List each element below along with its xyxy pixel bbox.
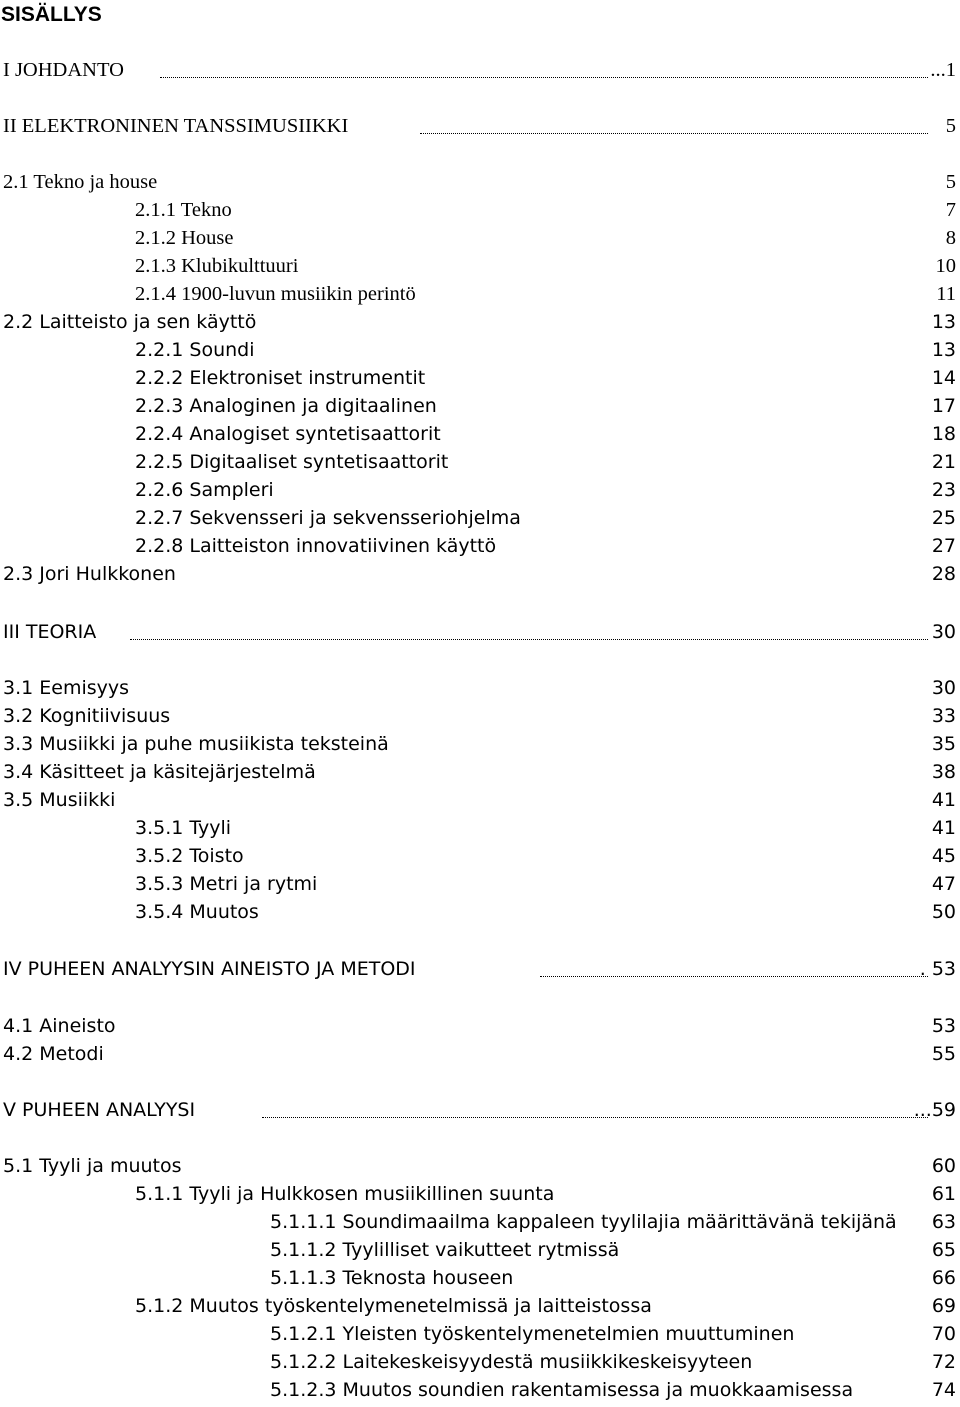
toc-entry-page-number: 11 xyxy=(936,283,956,305)
toc-entry[interactable] xyxy=(135,476,956,504)
toc-entry-label: 5.1.2.2 Laitekeskeisyydestä musiikkikeskeisyyteen xyxy=(270,1351,753,1373)
toc-entry-label: 5.1 Tyyli ja muutos xyxy=(3,1155,182,1177)
toc-entry-label: 2.2.8 Laitteiston innovatiivinen käyttö xyxy=(135,535,497,557)
toc-entry[interactable] xyxy=(135,1292,956,1320)
toc-entry-page-number: 41 xyxy=(931,789,956,811)
toc-entry-page-number: 47 xyxy=(931,873,956,895)
toc-entry-page-number: 30 xyxy=(931,677,956,699)
toc-entry[interactable] xyxy=(135,1180,956,1208)
toc-entry-page-number: 7 xyxy=(945,199,956,221)
toc-entry-label: IV PUHEEN ANALYYSIN AINEISTO JA METODI xyxy=(3,958,416,980)
toc-entry-page-number: 13 xyxy=(931,311,956,333)
toc-entry-label: 5.1.2.3 Muutos soundien rakentamisessa ja muokkaamisessa xyxy=(270,1379,854,1401)
toc-entry-label: 5.1.1.2 Tyylilliset vaikutteet rytmissä xyxy=(270,1239,620,1261)
toc-entry[interactable] xyxy=(135,420,956,448)
toc-entry-page-number: 13 xyxy=(931,339,956,361)
toc-entry-page-number: 70 xyxy=(931,1323,956,1345)
toc-entry-page-number: 74 xyxy=(931,1379,956,1401)
toc-entry-page-number: 14 xyxy=(931,367,956,389)
toc-entry-label: 3.5 Musiikki xyxy=(3,789,116,811)
toc-entry-page-number: 18 xyxy=(931,423,956,445)
toc-entry-page-number: 60 xyxy=(931,1155,956,1177)
toc-entry-page-number: 25 xyxy=(931,507,956,529)
toc-entry-page-number: 72 xyxy=(931,1351,956,1373)
toc-leader-dots xyxy=(420,112,928,134)
toc-entry-page-number: 10 xyxy=(935,255,956,277)
toc-entry-label: V PUHEEN ANALYYSI xyxy=(3,1099,196,1121)
toc-entry[interactable] xyxy=(135,898,956,926)
toc-entry[interactable] xyxy=(3,674,956,702)
toc-entry[interactable] xyxy=(3,618,956,646)
toc-entry[interactable] xyxy=(135,504,956,532)
toc-entry-label: 2.2.4 Analogiset syntetisaattorit xyxy=(135,423,441,445)
toc-entry[interactable] xyxy=(3,758,956,786)
toc-entry-label: 5.1.2.1 Yleisten työskentelymenetelmien muuttuminen xyxy=(270,1323,795,1345)
toc-entry-page-number: 17 xyxy=(931,395,956,417)
toc-entry[interactable] xyxy=(270,1208,956,1236)
toc-entry[interactable] xyxy=(135,532,956,560)
toc-title: SISÄLLYS xyxy=(1,3,102,26)
toc-entry[interactable] xyxy=(270,1320,956,1348)
toc-entry-page-number: 35 xyxy=(931,733,956,755)
toc-entry-page-number: 61 xyxy=(931,1183,956,1205)
toc-entry-label: 2.1.4 1900-luvun musiikin perintö xyxy=(135,283,416,305)
toc-entry[interactable] xyxy=(3,955,956,983)
toc-entry[interactable] xyxy=(270,1264,956,1292)
toc-entry[interactable] xyxy=(3,702,956,730)
toc-entry[interactable] xyxy=(3,730,956,758)
toc-entry-label: 2.1.3 Klubikulttuuri xyxy=(135,255,299,277)
toc-entry-label: 3.5.1 Tyyli xyxy=(135,817,232,839)
toc-entry[interactable] xyxy=(3,786,956,814)
toc-entry-label: 3.5.2 Toisto xyxy=(135,845,244,867)
toc-entry-page-number: ...59 xyxy=(913,1099,956,1121)
toc-entry-label: 2.2.1 Soundi xyxy=(135,339,255,361)
toc-entry[interactable] xyxy=(3,560,956,588)
toc-entry-label: 2.2.2 Elektroniset instrumentit xyxy=(135,367,426,389)
toc-entry-page-number: 65 xyxy=(931,1239,956,1261)
toc-entry[interactable] xyxy=(3,1040,956,1068)
toc-entry-page-number: 55 xyxy=(931,1043,956,1065)
toc-entry-label: I JOHDANTO xyxy=(3,59,124,81)
toc-entry[interactable] xyxy=(135,448,956,476)
toc-entry-label: II ELEKTRONINEN TANSSIMUSIIKKI xyxy=(3,115,349,137)
toc-entry[interactable] xyxy=(135,224,956,252)
toc-entry-page-number: 5 xyxy=(945,171,956,193)
toc-leader-dots xyxy=(130,618,928,640)
toc-entry[interactable] xyxy=(135,870,956,898)
toc-entry-label: 3.5.4 Muutos xyxy=(135,901,259,923)
toc-entry-label: 2.1.1 Tekno xyxy=(135,199,232,221)
toc-entry-label: 2.1 Tekno ja house xyxy=(3,171,158,193)
toc-entry-page-number: 30 xyxy=(931,621,956,643)
toc-entry-label: 5.1.2 Muutos työskentelymenetelmissä ja laitteistossa xyxy=(135,1295,652,1317)
toc-entry[interactable] xyxy=(135,336,956,364)
toc-entry-page-number: . 53 xyxy=(919,958,956,980)
toc-entry-label: 2.2.6 Sampleri xyxy=(135,479,274,501)
toc-entry-label: 2.2.7 Sekvensseri ja sekvensseriohjelma xyxy=(135,507,521,529)
toc-entry-label: 2.2.5 Digitaaliset syntetisaattorit xyxy=(135,451,449,473)
toc-entry-page-number: 27 xyxy=(931,535,956,557)
toc-leader-dots xyxy=(262,1096,928,1118)
toc-entry-label: 2.1.2 House xyxy=(135,227,234,249)
toc-entry-page-number: 21 xyxy=(931,451,956,473)
toc-entry[interactable] xyxy=(135,392,956,420)
toc-entry-page-number: 50 xyxy=(931,901,956,923)
toc-entry-label: 3.2 Kognitiivisuus xyxy=(3,705,171,727)
toc-entry-page-number: 23 xyxy=(931,479,956,501)
toc-entry-page-number: 66 xyxy=(931,1267,956,1289)
toc-entry[interactable] xyxy=(135,196,956,224)
toc-entry-page-number: 41 xyxy=(931,817,956,839)
toc-entry-page-number: 38 xyxy=(931,761,956,783)
toc-entry[interactable] xyxy=(135,364,956,392)
toc-entry-label: 5.1.1.3 Teknosta houseen xyxy=(270,1267,514,1289)
toc-entry-label: 4.1 Aineisto xyxy=(3,1015,116,1037)
toc-entry[interactable] xyxy=(135,814,956,842)
toc-entry[interactable] xyxy=(3,308,956,336)
toc-entry[interactable] xyxy=(3,112,956,140)
toc-entry-page-number: 63 xyxy=(931,1211,956,1233)
toc-entry-label: 3.5.3 Metri ja rytmi xyxy=(135,873,318,895)
toc-entry-page-number: 8 xyxy=(945,227,956,249)
toc-entry-page-number: 45 xyxy=(931,845,956,867)
toc-entry-label: 5.1.1 Tyyli ja Hulkkosen musiikillinen suunta xyxy=(135,1183,555,1205)
toc-entry[interactable] xyxy=(270,1348,956,1376)
toc-entry-page-number: 28 xyxy=(931,563,956,585)
toc-entry-label: 2.2.3 Analoginen ja digitaalinen xyxy=(135,395,437,417)
toc-entry[interactable] xyxy=(135,252,956,280)
toc-entry[interactable] xyxy=(3,56,956,84)
toc-entry[interactable] xyxy=(270,1376,956,1404)
toc-entry-page-number: 53 xyxy=(931,1015,956,1037)
toc-entry-label: 2.3 Jori Hulkkonen xyxy=(3,563,176,585)
toc-entry-page-number: 69 xyxy=(931,1295,956,1317)
toc-leader-dots xyxy=(540,955,928,977)
toc-entry-page-number: 33 xyxy=(931,705,956,727)
toc-entry-label: 3.3 Musiikki ja puhe musiikista teksteinä xyxy=(3,733,389,755)
toc-entry[interactable] xyxy=(3,168,956,196)
toc-entry-label: 5.1.1.1 Soundimaailma kappaleen tyylilajia määrittävänä tekijänä xyxy=(270,1211,897,1233)
toc-entry-label: 4.2 Metodi xyxy=(3,1043,104,1065)
toc-leader-dots xyxy=(160,56,928,78)
toc-entry-page-number: ...1 xyxy=(930,59,956,81)
toc-entry-label: 2.2 Laitteisto ja sen käyttö xyxy=(3,311,257,333)
toc-entry-label: III TEORIA xyxy=(3,621,97,643)
toc-entry[interactable] xyxy=(270,1236,956,1264)
toc-entry[interactable] xyxy=(3,1012,956,1040)
toc-entry-label: 3.4 Käsitteet ja käsitejärjestelmä xyxy=(3,761,316,783)
toc-entry-label: 3.1 Eemisyys xyxy=(3,677,130,699)
toc-entry[interactable] xyxy=(135,842,956,870)
toc-entry[interactable] xyxy=(135,280,956,308)
toc-entry[interactable] xyxy=(3,1152,956,1180)
toc-entry[interactable] xyxy=(3,1096,956,1124)
toc-entry-page-number: 5 xyxy=(945,115,956,137)
